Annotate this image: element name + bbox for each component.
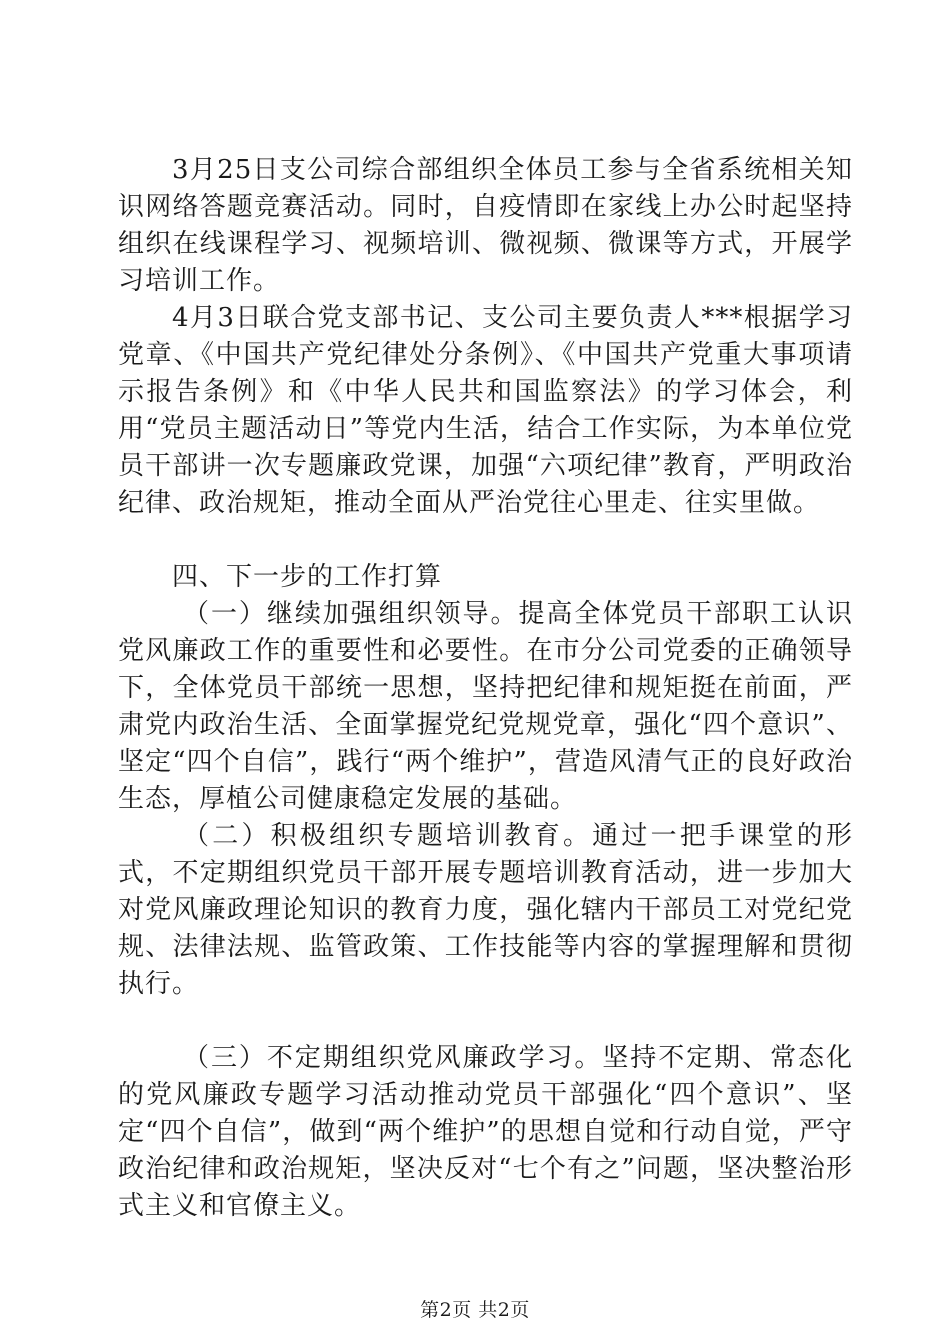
page-number-footer: 第2页 共2页 <box>420 1299 530 1321</box>
paragraph-april-3: 4月3日联合党支部书记、支公司主要负责人***根据学习党章、《中国共产党纪律处分条例》、《中国共产党重大事项请示报告条例》和《中华人民共和国监察法》的学习体会，利用“党员主题活动日”等党内生活，结合工作实际，为本单位党员干部讲一次专题廉政党课，加强“六项纪律”教育，严明政治纪律、政治规矩，推动全面从严治党往心里走、往实里做。 <box>118 303 853 518</box>
document-body <box>118 152 853 1225</box>
section-heading-next-steps: 四、下一步的工作打算 <box>172 562 443 592</box>
paragraph-item-one: （一）继续加强组织领导。提高全体党员干部职工认识党风廉政工作的重要性和必要性。在市分公司党委的正确领导下，全体党员干部统一思想，坚持把纪律和规矩挺在前面，严肃党内政治生活、全面掌握党纪党规党章，强化“四个意识”、坚定“四个自信”，践行“两个维护”，营造风清气正的良好政治生态，厚植公司健康稳定发展的基础。 <box>118 599 853 814</box>
paragraph-item-two: （二）积极组织专题培训教育。通过一把手课堂的形式，不定期组织党员干部开展专题培训教育活动，进一步加大对党风廉政理论知识的教育力度，强化辖内干部员工对党纪党规、法律法规、监管政策、工作技能等内容的掌握理解和贯彻执行。 <box>118 821 853 999</box>
paragraph-item-three: （三）不定期组织党风廉政学习。坚持不定期、常态化的党风廉政专题学习活动推动党员干部强化“四个意识”、坚定“四个自信”，做到“两个维护”的思想自觉和行动自觉，严守政治纪律和政治规矩，坚决反对“七个有之”问题，坚决整治形式主义和官僚主义。 <box>118 1043 853 1221</box>
paragraph-march-25: 3月25日支公司综合部组织全体员工参与全省系统相关知识网络答题竞赛活动。同时，自疫情即在家线上办公时起坚持组织在线课程学习、视频培训、微视频、微课等方式，开展学习培训工作。 <box>118 155 853 296</box>
